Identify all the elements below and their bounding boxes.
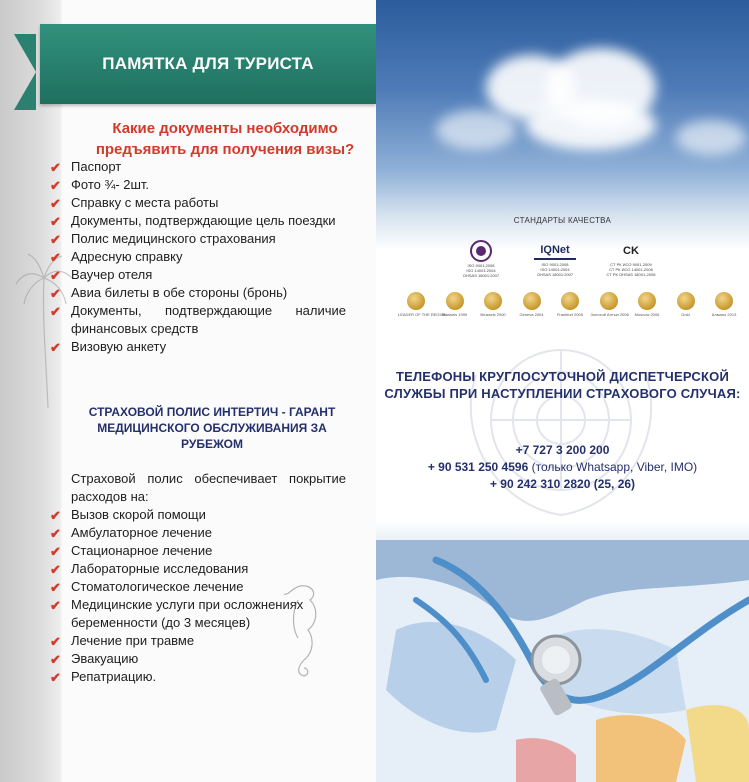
checkmark-icon: ✔ bbox=[50, 652, 61, 667]
document-text: Визовую анкету bbox=[71, 339, 167, 354]
checkmark-icon: ✔ bbox=[50, 214, 61, 229]
checkmark-icon: ✔ bbox=[50, 178, 61, 193]
insurance-intro: Страховой полис обеспечивает покрытие расходов на: bbox=[71, 471, 346, 504]
phone-list bbox=[376, 442, 749, 493]
checkmark-icon: ✔ bbox=[50, 670, 61, 685]
medal-icon bbox=[484, 292, 502, 310]
phone-3[interactable]: + 90 242 310 2820 (25, 26) bbox=[489, 477, 636, 491]
medal-icon bbox=[407, 292, 425, 310]
medal-icon bbox=[523, 292, 541, 310]
coverage-text: Амбулаторное лечение bbox=[71, 525, 212, 540]
ribbon-tail bbox=[14, 34, 36, 110]
document-text: Ваучер отеля bbox=[71, 267, 153, 282]
cert-ck: CK СТ РК ИСО 9001-2009 СТ РК ИСО 14001-2006 СТ РК OHSAS 18001-2008 bbox=[606, 245, 656, 277]
coverage-text: Лабораторные исследования bbox=[71, 561, 249, 576]
document-item bbox=[50, 230, 346, 248]
award-label: Moscow 2006 bbox=[634, 312, 660, 317]
seahorse-icon bbox=[278, 578, 324, 678]
award-medal bbox=[591, 292, 627, 317]
phone-1[interactable]: +7 727 3 200 200 bbox=[515, 443, 610, 457]
document-text: Полис медицинского страхования bbox=[71, 231, 276, 246]
documents-list bbox=[50, 158, 346, 356]
award-medal bbox=[475, 292, 511, 317]
checkmark-icon: ✔ bbox=[50, 286, 61, 301]
coverage-item bbox=[50, 560, 346, 578]
award-medal bbox=[514, 292, 550, 317]
checkmark-icon: ✔ bbox=[50, 634, 61, 649]
award-medal bbox=[629, 292, 665, 317]
coverage-text: Медицинские услуги при осложнениях беременности (до 3 месяцев) bbox=[71, 597, 304, 630]
phone-2[interactable]: + 90 531 250 4596 bbox=[427, 460, 529, 474]
checkmark-icon: ✔ bbox=[50, 340, 61, 355]
medal-icon bbox=[446, 292, 464, 310]
coverage-text: Вызов скорой помощи bbox=[71, 507, 206, 522]
insurance-title: СТРАХОВОЙ ПОЛИС ИНТЕРТИЧ - ГАРАНТ МЕДИЦИНСКОГО ОБСЛУЖИВАНИЯ ЗА РУБЕЖОМ bbox=[88, 405, 336, 451]
coverage-text: Эвакуацию bbox=[71, 651, 139, 666]
document-item bbox=[50, 176, 346, 194]
page-title: ПАМЯТКА ДЛЯ ТУРИСТА bbox=[102, 54, 314, 73]
medal-icon bbox=[715, 292, 733, 310]
document-text: Справку с места работы bbox=[71, 195, 219, 210]
medal-icon bbox=[638, 292, 656, 310]
coverage-item bbox=[50, 542, 346, 560]
document-text: Адресную справку bbox=[71, 249, 183, 264]
checkmark-icon: ✔ bbox=[50, 232, 61, 247]
award-label: Brussels 2000 bbox=[480, 312, 506, 317]
checkmark-icon: ✔ bbox=[50, 250, 61, 265]
checkmark-icon: ✔ bbox=[50, 196, 61, 211]
document-text: Авиа билеты в обе стороны (бронь) bbox=[71, 285, 288, 300]
medal-icon bbox=[600, 292, 618, 310]
document-item bbox=[50, 194, 346, 212]
documents-title: Какие документы необходимо предъявить для получения визы? bbox=[95, 120, 355, 158]
award-label: Алматы 2013 bbox=[711, 312, 737, 317]
award-label: Brussels 1999 bbox=[441, 312, 468, 317]
award-medal bbox=[437, 292, 473, 317]
checkmark-icon: ✔ bbox=[50, 304, 61, 319]
medal-icon bbox=[561, 292, 579, 310]
coverage-text: Репатриацию. bbox=[71, 669, 157, 684]
phone-2-note: (только Whatsapp, Viber, IMO) bbox=[528, 460, 698, 474]
quality-standards-label: СТАНДАРТЫ КАЧЕСТВА bbox=[513, 216, 612, 225]
award-label: Frankfurt 2005 bbox=[556, 312, 583, 317]
cert-tuv: ISO 9001:2008 ISO 14001:2004 OHSAS 18001:2007 bbox=[456, 240, 506, 278]
checkmark-icon: ✔ bbox=[50, 580, 61, 595]
checkmark-icon: ✔ bbox=[50, 544, 61, 559]
document-item bbox=[50, 284, 346, 302]
medal-icon bbox=[677, 292, 695, 310]
coverage-text: Стационарное лечение bbox=[71, 543, 213, 558]
award-label: LEADER OF THE REGION bbox=[398, 312, 447, 317]
coverage-text: Лечение при травме bbox=[71, 633, 195, 648]
checkmark-icon: ✔ bbox=[50, 268, 61, 283]
globe-emblem-icon bbox=[436, 315, 686, 525]
cert-iqnet: IQNet ISO 9001:2008 ISO 14001:2004 OHSAS 18001:2007 bbox=[530, 242, 580, 277]
checkmark-icon: ✔ bbox=[50, 562, 61, 577]
phone-2-line bbox=[376, 459, 749, 476]
world-map-stethoscope bbox=[376, 540, 749, 782]
document-text: Документы, подтверждающие цель поездки bbox=[71, 213, 336, 228]
award-medal bbox=[552, 292, 588, 317]
tuv-logo-icon bbox=[470, 240, 492, 262]
coverage-item bbox=[50, 524, 346, 542]
award-label: Золотой Алтын 2006 bbox=[590, 312, 629, 317]
document-item bbox=[50, 248, 346, 266]
document-item bbox=[50, 302, 346, 338]
award-medal bbox=[706, 292, 742, 317]
document-item bbox=[50, 338, 346, 356]
award-medal bbox=[668, 292, 704, 317]
document-item bbox=[50, 266, 346, 284]
document-item bbox=[50, 212, 346, 230]
checkmark-icon: ✔ bbox=[50, 526, 61, 541]
document-text: Паспорт bbox=[71, 159, 122, 174]
coverage-text: Стоматологическое лечение bbox=[71, 579, 244, 594]
award-label: Gold bbox=[681, 312, 690, 317]
award-label: Geneva 2004 bbox=[519, 312, 544, 317]
checkmark-icon: ✔ bbox=[50, 160, 61, 175]
coverage-item bbox=[50, 506, 346, 524]
document-item bbox=[50, 158, 346, 176]
award-medal bbox=[398, 292, 447, 317]
checkmark-icon: ✔ bbox=[50, 508, 61, 523]
document-text: Документы, подтверждающие наличие финансовых средств bbox=[71, 303, 346, 336]
dispatch-title: ТЕЛЕФОНЫ КРУГЛОСУТОЧНОЙ ДИСПЕТЧЕРСКОЙ СЛУЖБЫ ПРИ НАСТУПЛЕНИИ СТРАХОВОГО СЛУЧАЯ: bbox=[384, 369, 741, 401]
document-text: Фото ¾- 2шт. bbox=[71, 177, 150, 192]
checkmark-icon: ✔ bbox=[50, 598, 61, 613]
